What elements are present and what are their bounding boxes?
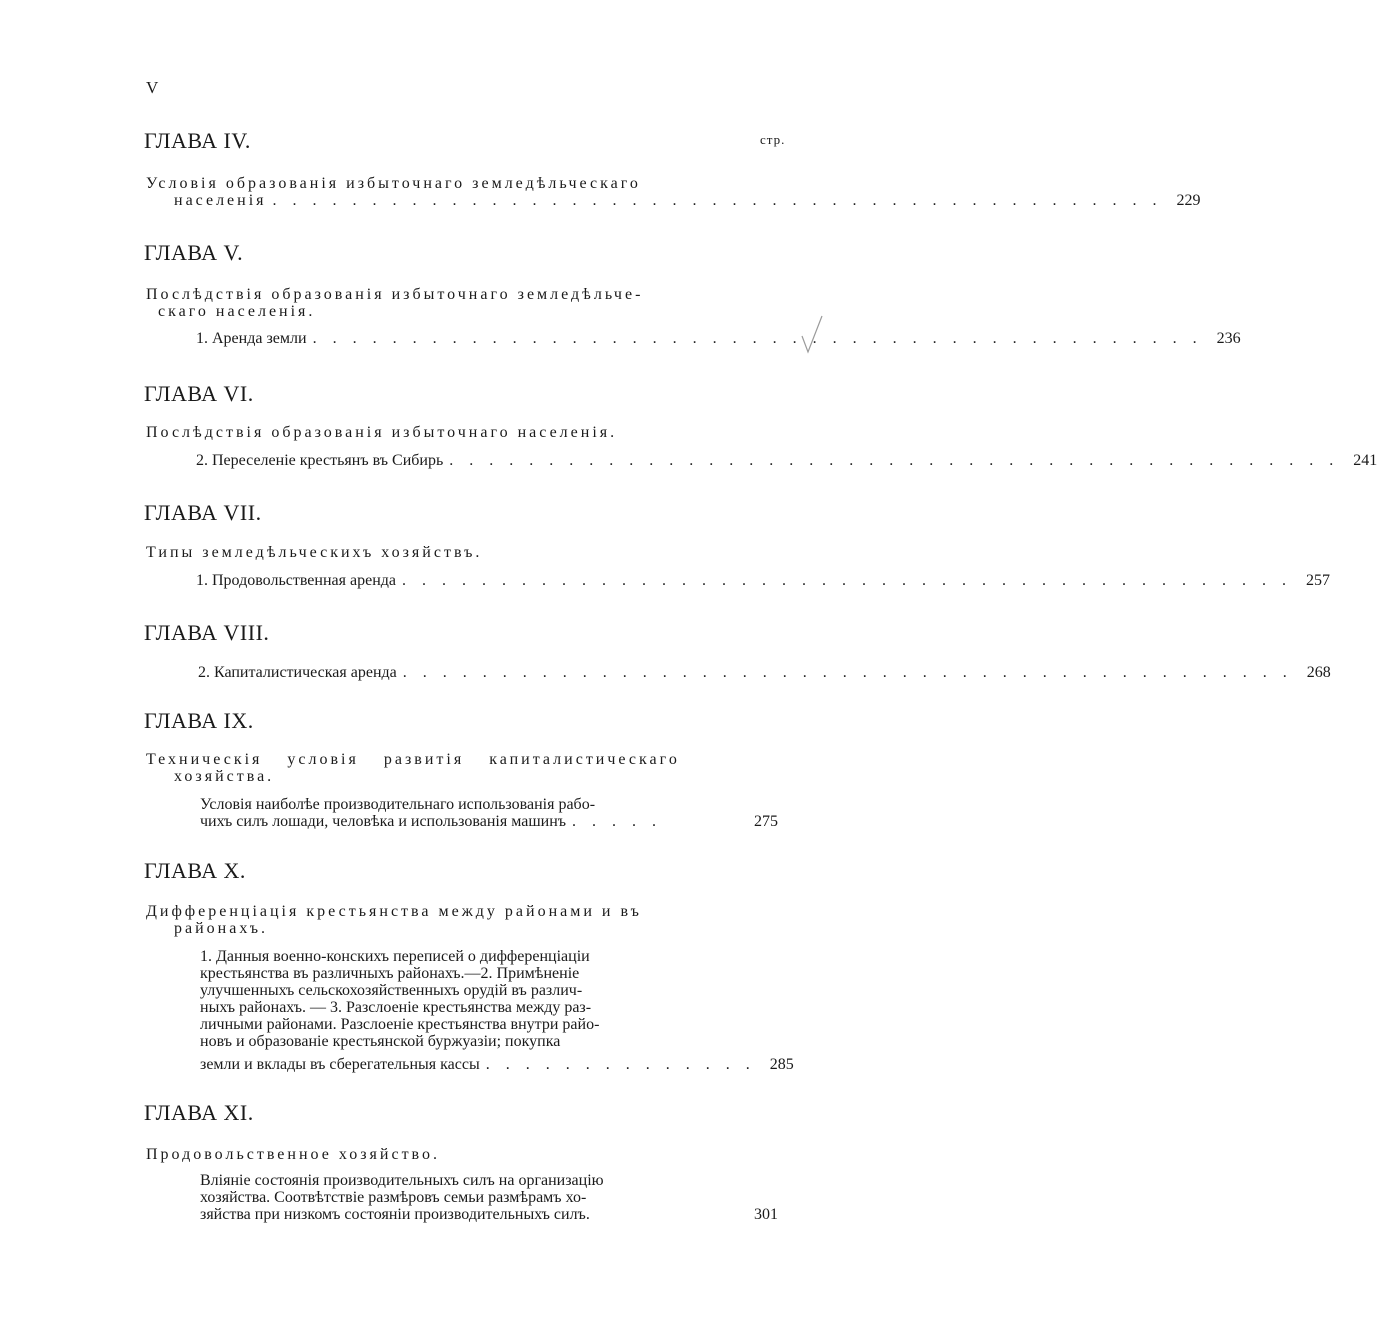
chapter-heading: ГЛАВА V. <box>144 240 244 265</box>
leader-dots: . . . . . . . . . . . . . . <box>485 1056 756 1073</box>
checkmark-icon <box>798 312 826 356</box>
entry-text: населенія <box>174 192 267 209</box>
page-ref: 301 <box>754 1206 778 1223</box>
entry-text: 1. Продовольственная аренда <box>196 572 396 589</box>
chapter-title: Техническія условія развитія капиталистическаго хозяйства. <box>146 751 680 785</box>
leader-dots: . . . . . . . . . . . . . . . . . . . . . . . . . . . . . . . . . . . . . . . . . . . . . <box>312 330 1203 347</box>
page-ref: 257 <box>1306 572 1330 589</box>
leader-dots: . . . . . . . . . . . . . . . . . . . . . . . . . . . . . . . . . . . . . . . . . . . . . <box>402 572 1292 589</box>
toc-entry <box>196 330 1241 347</box>
chapter-summary-last <box>200 1056 794 1073</box>
chapter-title: Послѣдствія образованія избыточнаго населенія. <box>146 424 618 441</box>
page-ref: 236 <box>1216 330 1241 347</box>
chapter-title: Продовольственное хозяйство. <box>146 1146 440 1163</box>
chapter-heading: ГЛАВА VII. <box>144 500 262 525</box>
page-ref: 285 <box>769 1056 794 1073</box>
leader-dots: . . . . . <box>572 813 663 830</box>
chapter-summary: Условія наиболѣе производительнаго использованія рабо- чихъ силъ лошади, человѣка и использованія машинъ . . . . . 275 <box>200 796 786 830</box>
chapter-heading: ГЛАВА VI. <box>144 381 254 406</box>
entry-text: 1. Аренда земли <box>196 330 307 347</box>
chapter-summary-last <box>200 1206 786 1223</box>
leader-dots: . . . . . . . . . . . . . . . . . . . . . . . . . . . . . . . . . . . . . . . . . . . . . <box>449 452 1340 469</box>
chapter-title: Условія образованія избыточнаго земледѣльческаго <box>146 175 641 192</box>
chapter-title: Дифференціація крестьянства между районами и въ районахъ. <box>146 903 642 937</box>
chapter-summary: 1. Данныя военно-конскихъ переписей о дифференціаціи крестьянства въ различныхъ районахъ.—2. Примѣненіе улучшенныхъ сельскохозяйственныхъ орудій въ различ- ныхъ районахъ. — 3. Разслоеніе крестьянства между раз- личными районами. Разслоеніе крестьянства внутри райо- новъ и образованіе крестьянской буржуазіи; покупка <box>200 948 600 1050</box>
chapter-heading: ГЛАВА X. <box>144 858 246 883</box>
page-number: V <box>146 78 159 97</box>
chapter-summary: Вліяніе состоянія производительныхъ силъ на организацію хозяйства. Соотвѣтствіе размѣровъ семьи размѣрамъ хо- <box>200 1172 604 1206</box>
toc-entry <box>198 664 1331 681</box>
page-ref: 229 <box>1176 192 1201 209</box>
leader-dots: . . . . . . . . . . . . . . . . . . . . . . . . . . . . . . . . . . . . . . . . . . . . . <box>272 192 1163 209</box>
toc-entry <box>196 452 1378 469</box>
entry-text: чихъ силъ лошади, человѣка и использованія машинъ <box>200 813 567 830</box>
entry-text: 2. Переселеніе крестьянъ въ Сибирь <box>196 452 444 469</box>
entry-text: 2. Капиталистическая аренда <box>198 664 397 681</box>
page-ref: 241 <box>1353 452 1378 469</box>
entry-text: зяйства при низкомъ состояніи производительныхъ силъ. <box>200 1206 590 1223</box>
entry-text: земли и вклады въ сберегательныя кассы <box>200 1056 480 1073</box>
toc-entry <box>146 192 1201 209</box>
page-column-label: стр. <box>760 132 786 147</box>
chapter-heading: ГЛАВА VIII. <box>144 620 270 645</box>
leader-dots: . . . . . . . . . . . . . . . . . . . . . . . . . . . . . . . . . . . . . . . . . . . . . <box>402 664 1293 681</box>
page-ref: 268 <box>1306 664 1331 681</box>
page-ref: 275 <box>754 813 778 830</box>
chapter-heading: ГЛАВА IV. <box>144 128 251 153</box>
chapter-title: Послѣдствія образованія избыточнаго земледѣльче- скаго населенія. <box>146 286 644 320</box>
chapter-heading: ГЛАВА XI. <box>144 1100 254 1125</box>
chapter-heading: ГЛАВА IX. <box>144 708 254 733</box>
toc-entry <box>196 572 1330 589</box>
chapter-title: Типы земледѣльческихъ хозяйствъ. <box>146 544 483 561</box>
